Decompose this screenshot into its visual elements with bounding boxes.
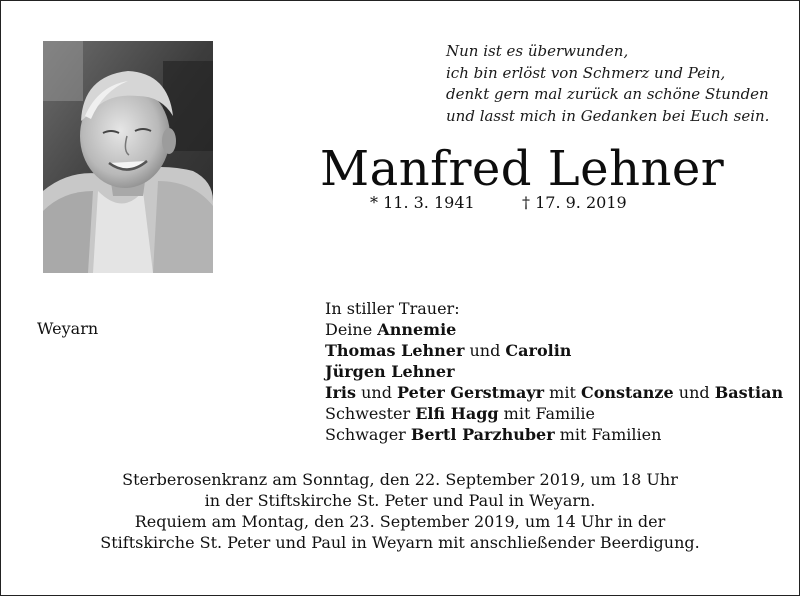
mourner-name: Bastian [714, 383, 784, 402]
mourner-connector: mit [544, 383, 581, 402]
mourner-connector: und [464, 341, 506, 360]
portrait-image [43, 41, 213, 273]
mourner-name: Bertl Parzhuber [410, 425, 555, 444]
mourner-name: Thomas Lehner [325, 341, 465, 360]
poem-line: denkt gern mal zurück an schöne Stunden [446, 85, 769, 103]
mourner-name: Jürgen Lehner [325, 362, 455, 381]
mourner-line [325, 424, 795, 445]
mourner-line [325, 403, 795, 424]
service-line: Stiftskirche St. Peter und Paul in Weyarn mit anschließender Beerdigung. [100, 533, 700, 552]
place-name: Weyarn [37, 319, 99, 338]
mourner-name: Carolin [505, 341, 572, 360]
memorial-poem [446, 41, 786, 127]
mourner-relation: Schwager [325, 425, 411, 444]
birth-date: * 11. 3. 1941 [370, 193, 475, 212]
mourner-connector: mit Familien [554, 425, 662, 444]
death-date: † 17. 9. 2019 [522, 193, 627, 212]
service-line: Requiem am Montag, den 23. September 2019, um 14 Uhr in der [134, 512, 666, 531]
mourner-relation: Schwester [325, 404, 416, 423]
mourner-line [325, 340, 795, 361]
mourner-connector: und [356, 383, 398, 402]
mourner-name: Constanze [580, 383, 674, 402]
mourner-connector: und [673, 383, 715, 402]
service-details [0, 469, 800, 553]
mourners-list [325, 298, 795, 445]
mourner-line [325, 361, 795, 382]
mourner-name: Annemie [377, 320, 457, 339]
mourner-connector: mit Familie [498, 404, 596, 423]
service-line: Sterberosenkranz am Sonntag, den 22. September 2019, um 18 Uhr [122, 470, 678, 489]
portrait-photo [43, 41, 213, 273]
mourner-line [325, 382, 795, 403]
mourner-name: Iris [325, 383, 356, 402]
mourner-relation: Deine [325, 320, 378, 339]
poem-line: ich bin erlöst von Schmerz und Pein, [446, 63, 726, 82]
poem-line: Nun ist es überwunden, [446, 42, 629, 60]
mourner-name: Elfi Hagg [415, 404, 499, 423]
mourners-intro: In stiller Trauer: [325, 299, 460, 318]
poem-line: und lasst mich in Gedanken bei Euch sein. [446, 106, 770, 125]
mourner-line [325, 319, 795, 340]
service-line: in der Stiftskirche St. Peter und Paul in Weyarn. [204, 491, 596, 510]
deceased-name: Manfred Lehner [320, 141, 725, 197]
mourner-name: Peter Gerstmayr [397, 383, 545, 402]
